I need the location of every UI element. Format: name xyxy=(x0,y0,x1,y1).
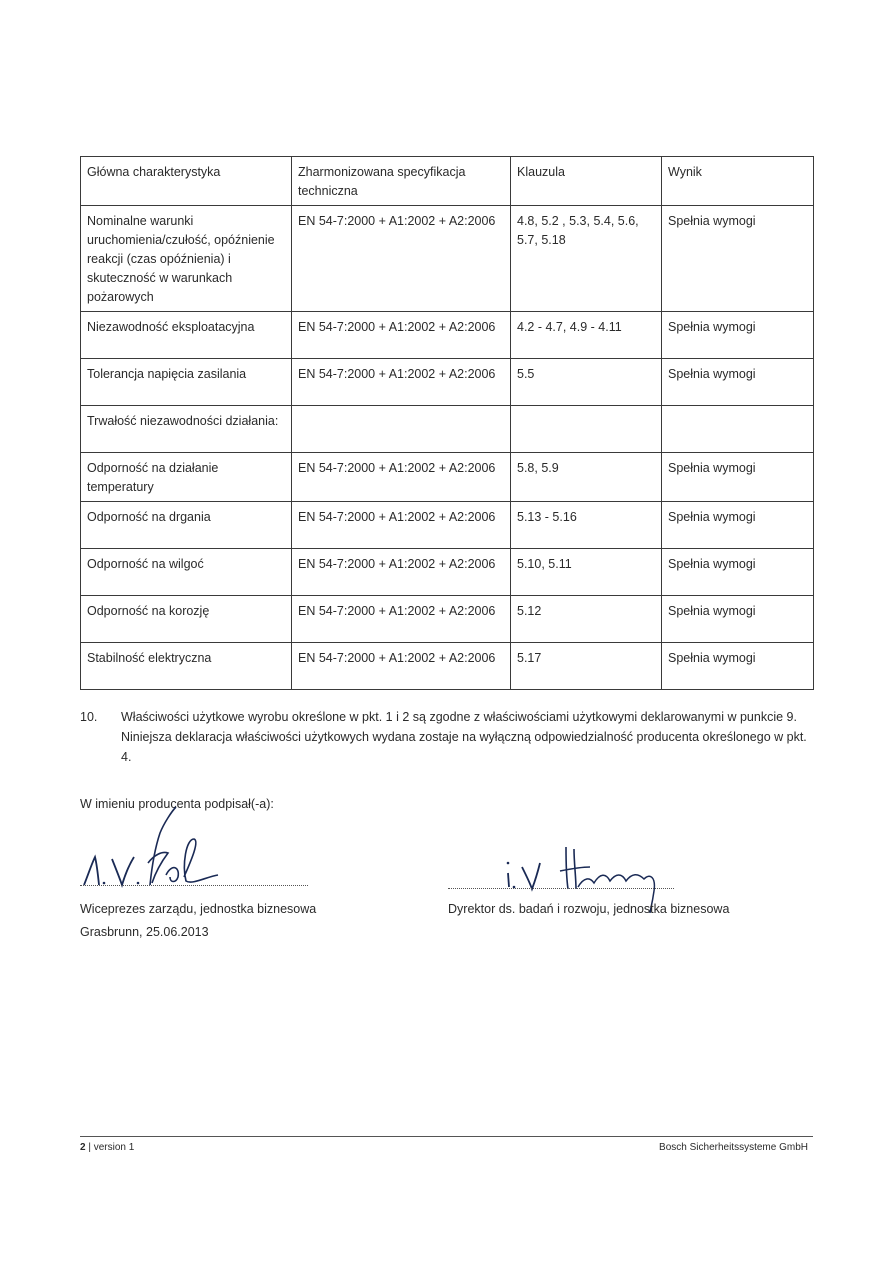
cell-characteristic: Odporność na działanie temperatury xyxy=(81,453,292,502)
header-specification: Zharmonizowana specyfikacja techniczna xyxy=(292,157,511,206)
cell-specification: EN 54-7:2000 + A1:2002 + A2:2006 xyxy=(292,643,511,690)
cell-clause: 5.10, 5.11 xyxy=(511,549,662,596)
table-row xyxy=(81,312,814,359)
table-row xyxy=(81,549,814,596)
cell-result: Spełnia wymogi xyxy=(662,549,814,596)
statement-line-2: Niniejsza deklaracja właściwości użytkowych wydana zostaje na wyłączną odpowiedzialność producenta określonego w pkt. 4. xyxy=(121,730,807,764)
cell-result xyxy=(662,406,814,453)
cell-characteristic: Nominalne warunki uruchomienia/czułość, opóźnienie reakcji (czas opóźnienia) i skuteczność w warunkach pożarowych xyxy=(81,206,292,312)
statement-line-1: Właściwości użytkowe wyrobu określone w pkt. 1 i 2 są zgodne z właściwościami użytkowymi deklarowanymi w punkcie 9. xyxy=(121,710,797,724)
table-row xyxy=(81,359,814,406)
cell-result: Spełnia wymogi xyxy=(662,453,814,502)
signature-left-image xyxy=(82,805,222,890)
cell-characteristic: Stabilność elektryczna xyxy=(81,643,292,690)
table-row xyxy=(81,406,814,453)
cell-result: Spełnia wymogi xyxy=(662,312,814,359)
footer-page-number: 2 xyxy=(80,1142,86,1153)
cell-result: Spełnia wymogi xyxy=(662,643,814,690)
cell-result: Spełnia wymogi xyxy=(662,596,814,643)
cell-specification: EN 54-7:2000 + A1:2002 + A2:2006 xyxy=(292,206,511,312)
cell-characteristic: Trwałość niezawodności działania: xyxy=(81,406,292,453)
statement-number: 10. xyxy=(80,710,98,724)
cell-clause: 5.13 - 5.16 xyxy=(511,502,662,549)
footer-divider xyxy=(80,1136,813,1137)
cell-specification xyxy=(292,406,511,453)
cell-clause xyxy=(511,406,662,453)
cell-result: Spełnia wymogi xyxy=(662,502,814,549)
cell-characteristic: Odporność na korozję xyxy=(81,596,292,643)
table-row xyxy=(81,596,814,643)
header-characteristic: Główna charakterystyka xyxy=(81,157,292,206)
cell-characteristic: Niezawodność eksploatacyjna xyxy=(81,312,292,359)
footer-page-info xyxy=(80,1142,134,1153)
footer-version: | version 1 xyxy=(88,1142,135,1153)
table-header-row xyxy=(81,157,814,206)
performance-table xyxy=(80,156,814,690)
cell-specification: EN 54-7:2000 + A1:2002 + A2:2006 xyxy=(292,359,511,406)
header-clause: Klauzula xyxy=(511,157,662,206)
cell-clause: 4.2 - 4.7, 4.9 - 4.11 xyxy=(511,312,662,359)
signatory-right-title: Dyrektor ds. badań i rozwoju, jednostka biznesowa xyxy=(448,902,730,916)
cell-clause: 5.8, 5.9 xyxy=(511,453,662,502)
cell-clause: 5.12 xyxy=(511,596,662,643)
signatory-left-title: Wiceprezes zarządu, jednostka biznesowa xyxy=(80,902,317,916)
signed-on-behalf-label: W imieniu producenta podpisał(-a): xyxy=(80,797,274,811)
table-row xyxy=(81,453,814,502)
cell-specification: EN 54-7:2000 + A1:2002 + A2:2006 xyxy=(292,312,511,359)
table-row xyxy=(81,643,814,690)
cell-result: Spełnia wymogi xyxy=(662,359,814,406)
signatory-left-place-date: Grasbrunn, 25.06.2013 xyxy=(80,925,209,939)
cell-specification: EN 54-7:2000 + A1:2002 + A2:2006 xyxy=(292,453,511,502)
cell-specification: EN 54-7:2000 + A1:2002 + A2:2006 xyxy=(292,549,511,596)
header-result: Wynik xyxy=(662,157,814,206)
cell-specification: EN 54-7:2000 + A1:2002 + A2:2006 xyxy=(292,596,511,643)
cell-specification: EN 54-7:2000 + A1:2002 + A2:2006 xyxy=(292,502,511,549)
cell-clause: 4.8, 5.2 , 5.3, 5.4, 5.6, 5.7, 5.18 xyxy=(511,206,662,312)
cell-characteristic: Tolerancja napięcia zasilania xyxy=(81,359,292,406)
conformity-statement xyxy=(80,707,813,767)
cell-characteristic: Odporność na drgania xyxy=(81,502,292,549)
cell-result: Spełnia wymogi xyxy=(662,206,814,312)
cell-clause: 5.5 xyxy=(511,359,662,406)
cell-characteristic: Odporność na wilgoć xyxy=(81,549,292,596)
cell-clause: 5.17 xyxy=(511,643,662,690)
signature-right-line xyxy=(448,888,674,889)
table-row xyxy=(81,206,814,312)
footer-company: Bosch Sicherheitssysteme GmbH xyxy=(659,1142,808,1153)
table-row xyxy=(81,502,814,549)
signature-left-line xyxy=(80,885,308,886)
